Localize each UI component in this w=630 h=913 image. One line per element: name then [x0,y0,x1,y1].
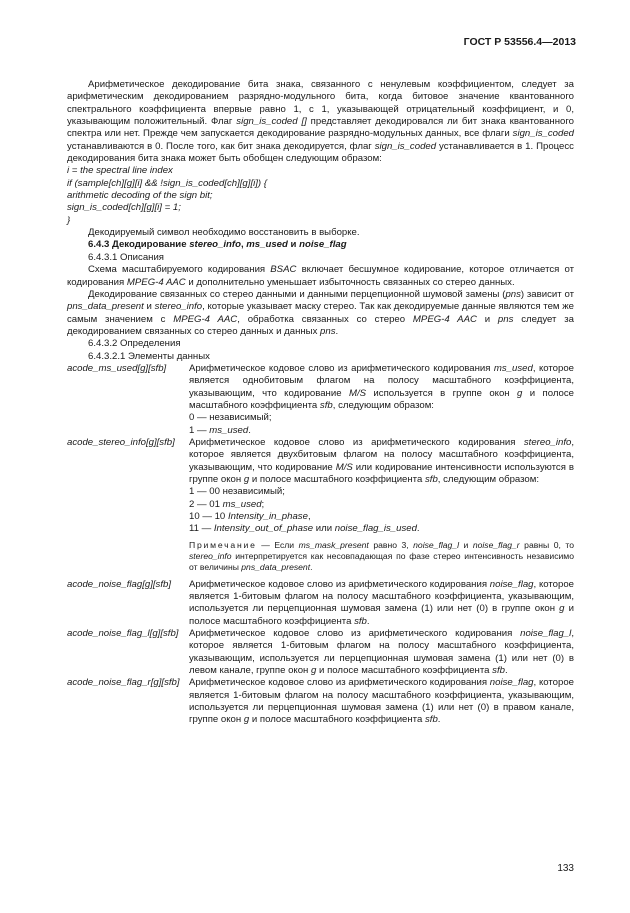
definition-term: acode_noise_flag_r[g][sfb] [67,677,180,689]
code-line: } [67,214,71,226]
definition-noise-flag [67,579,574,628]
definition-term: acode_noise_flag_l[g][sfb] [67,627,179,639]
definition-stereo-info [67,437,574,579]
definition-term: acode_ms_used[g][sfb] [67,362,167,374]
definition-text: Арифметическое кодовое слово из арифметического кодирования noise_flag, которое является 1-битовым флагом на полосу масштабного коэффициента, указывающим, используется ли перцепционная шумовая замена (1) или нет (0) в правом канале, группе окон g и полосе масштабного коэффициента sfb. [189,677,574,726]
definition-text: Арифметическое кодовое слово из арифметического кодирования noise_flag_l, которое является 1-битовым флагом на полосу масштабного коэффициента, указывающим, используется ли перцепционная шумовая замена (1) или нет (0) в левом канале, группе окон g и полосе масштабного коэффициента sfb. [189,627,574,677]
page-content [67,79,574,727]
section-heading-6-4-3-2-1: 6.4.3.2.1 Элементы данных [88,350,210,362]
paragraph-sign-decoding: Арифметическое декодирование бита знака, связанного с ненулевым коэффициентом, следует за арифметическим декодированием разрядно-модульного бита, когда битовое значение квантованного спектрального коэффициента впервые равно 1, с 1, указывающей отрицательный коэффициент, и 0, указывающим положительный. Флаг sign_is_coded [] представляет декодировался ли бит знака квантованного спектра или нет. Прежде чем запускается декодирование разрядно-модульных данных, все флаги sign_is_coded устанавливаются в 0. После того, как бит знака декодируется, флаг sign_is_coded устанавливается в 1. Процесс декодирования бита знака может быть обобщен следующим образом: [67,79,574,165]
paragraph-stereo-pns: Декодирование связанных со стерео данными и данными перцепционной шумовой замены (pns) зависит от pns_data_present и stereo_info, которые указывает маску стерео. Так как декодируемые данные являются тем же самым значением с MPEG-4 AAC, обработка связанных со стерео MPEG-4 AAC и pns следует за декодированием связанных со стерео данных и данных pns. [67,288,574,337]
definition-list [67,363,574,727]
page-number: 133 [557,863,574,874]
definition-noise-flag-l [67,628,574,677]
note: Примечание — Если ms_mask_present равно 3, noise_flag_l и noise_flag_r равны 0, то stereo_info интерпретируется как несовпадающая по фазе стерео интенсивность независимо от величины pns_data_present. [189,539,575,573]
definition-noise-flag-r [67,677,574,726]
section-heading-6-4-3-1: 6.4.3.1 Описания [88,251,165,263]
definition-term: acode_noise_flag[g][sfb] [67,578,172,590]
paragraph-bsac: Схема масштабируемого кодирования BSAC включает бесшумное кодирование, которое отличается от кодирования MPEG-4 AAC и дополнительно уменьшает избыточность связанных со стерео данных. [67,264,575,288]
definition-text: Арифметическое кодовое слово из арифметического кодирования ms_used, которое является однобитовым флагом на полосу масштабного коэффициента, указывающим, что кодирование M/S используется в группе окон g и полосе масштабного коэффициента sfb, следующим образом: 0 — независимый; 1 — ms_used. [189,362,574,436]
code-line: i = the spectral line index [67,165,173,177]
paragraph-restore: Декодируемый символ необходимо восстановить в выборке. [88,227,360,239]
definition-text: Арифметическое кодовое слово из арифметического кодирования noise_flag, которое является 1-битовым флагом на полосу масштабного коэффициента, указывающим, используется ли перцепционная шумовая замена (1) или нет (0) в группе окон g и полосе масштабного коэффициента sfb. [189,578,575,627]
code-line: sign_is_coded[ch][g][i] = 1; [67,202,181,214]
code-line: if (sample[ch][g][i] && !sign_is_coded[ch][g][i]) { [67,177,267,189]
code-line: arithmetic decoding of the sign bit; [67,190,213,202]
code-block [67,165,574,227]
definition-ms-used [67,363,574,437]
definition-term: acode_stereo_info[g][sfb] [67,436,175,448]
section-heading-6-4-3-2: 6.4.3.2 Определения [88,338,181,350]
definition-text: Арифметическое кодовое слово из арифметического кодирования stereo_info, которое является двухбитовым флагом на полосу масштабного коэффициента, указывающим, что кодирование M/S или кодирование интенсивности используются в группе окон g и полосе масштабного коэффициента sfb, следующим образом: 1 — 00 независимый; 2 — 01 ms_used; 10 — 10 Intensity_in_phase, 11 — Intensity_out_of_phase или noise_flag_is_used. Примечание — Если ms_mask_present равно 3, noise_flag_l и noise_flag_r равны 0, то stereo_info интерпретируется как несовпадающая по фазе стерео интенсивность независимо от величины pns_data_present. [189,436,575,573]
document-header: ГОСТ Р 53556.4—2013 [463,36,576,48]
section-heading-6-4-3: 6.4.3 Декодирование stereo_info, ms_used и noise_flag [88,239,347,251]
